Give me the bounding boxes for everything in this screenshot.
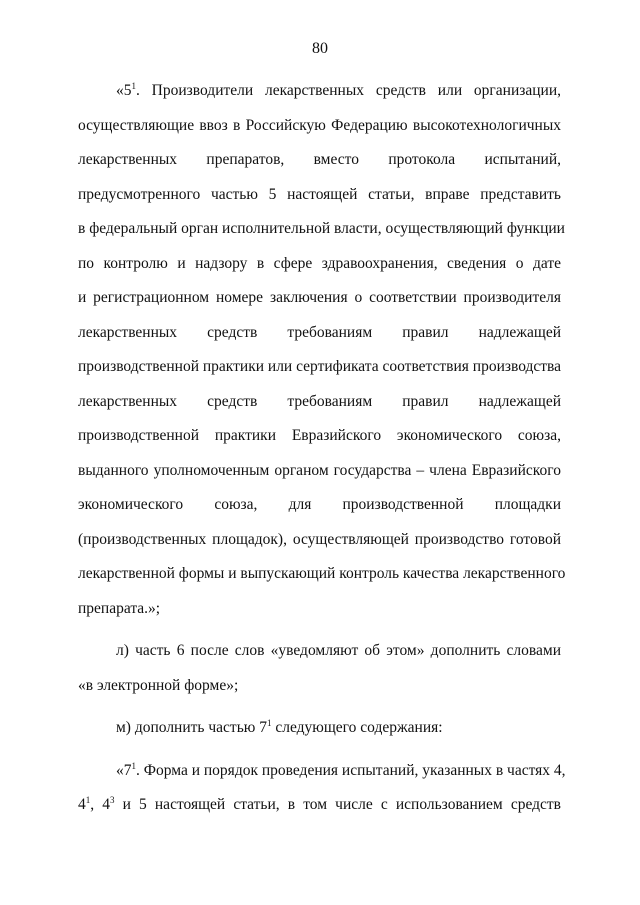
text-line: л) часть 6 после слов «уведомляют об этом» дополнить словами <box>116 642 561 659</box>
text-line: производственной практики Евразийского экономического союза, <box>78 427 561 444</box>
superscript: 1 <box>131 760 136 771</box>
text-line: препарата.»; <box>78 599 161 617</box>
text-fragment: 4 <box>78 796 86 813</box>
paragraph-gap <box>78 703 561 711</box>
text-line <box>78 711 561 746</box>
text-line: осуществляющие ввоз в Российскую Федерацию высокотехнологичных <box>78 116 561 134</box>
text-line: (производственных площадок), осуществляющей производство готовой <box>78 530 561 548</box>
paragraph-gap <box>78 626 561 634</box>
text-line: предусмотренного частью 5 настоящей статьи, вправе представить <box>78 185 561 203</box>
text-fragment: , 4 <box>90 796 110 813</box>
item-m <box>78 711 561 746</box>
text-line: лекарственных средств требованиям правил надлежащей <box>78 392 561 410</box>
text-line: экономического союза, для производственной площадки <box>78 496 561 513</box>
text-line <box>78 754 566 789</box>
superscript: 1 <box>266 718 272 728</box>
text-line: лекарственных средств требованиям правил надлежащей <box>78 323 561 341</box>
item-l <box>78 634 561 703</box>
text-line <box>78 74 561 109</box>
text-line: в федеральный орган исполнительной власти, осуществляющий функции <box>78 220 565 237</box>
text-line: по контролю и надзору в сфере здравоохранения, сведения о дате <box>78 254 561 272</box>
text-line: и регистрационном номере заключения о соответствии производителя <box>78 289 561 306</box>
text-fragment: м) дополнить частью 7 <box>116 719 267 736</box>
text-fragment: «7 <box>116 761 132 779</box>
text-line: производственной практики или сертификата соответствия производства <box>78 358 562 375</box>
paragraph-gap <box>78 746 561 754</box>
document-body <box>78 74 566 823</box>
superscript: 1 <box>85 795 91 805</box>
text-line: лекарственной формы и выпускающий контроль качества лекарственного <box>78 565 566 582</box>
page-number: 80 <box>312 40 328 57</box>
text-line: выданного уполномоченным органом государства – члена Евразийского <box>78 461 561 479</box>
paragraph-7-1 <box>78 754 566 823</box>
text-fragment: . Производители лекарственных средств или организации, <box>136 82 561 99</box>
superscript: 1 <box>131 81 136 91</box>
superscript: 3 <box>110 795 115 805</box>
text-line: лекарственных препаратов, вместо протокола испытаний, <box>78 151 561 168</box>
text-fragment: следующего содержания: <box>271 719 443 736</box>
text-fragment: «5 <box>116 82 132 99</box>
text-line <box>78 788 561 823</box>
paragraph-5-1 <box>78 74 566 626</box>
text-fragment: . Форма и порядок проведения испытаний, указанных в частях 4, <box>136 761 566 779</box>
text-line: «в электронной форме»; <box>78 676 239 694</box>
text-fragment: и 5 настоящей статьи, в том числе с использованием средств <box>114 796 561 813</box>
